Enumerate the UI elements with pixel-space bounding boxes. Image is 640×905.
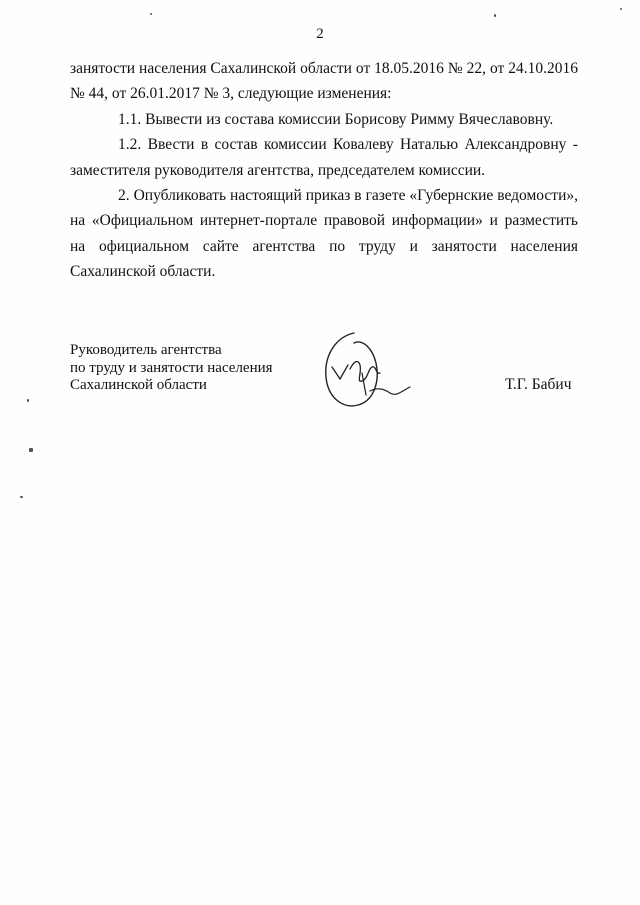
signatory-title-line: по труду и занятости населения xyxy=(70,359,273,376)
scan-speck xyxy=(150,13,152,15)
scan-speck xyxy=(29,448,33,452)
paragraph-item-1-2: 1.2. Ввести в состав комиссии Ковалеву Наталью Александровну - заместителя руководителя агентства, председателем комиссии. xyxy=(70,136,578,179)
signatory-name: Т.Г. Бабич xyxy=(505,376,572,393)
scan-speck xyxy=(620,8,622,10)
paragraph-item-2: 2. Опубликовать настоящий приказ в газете «Губернские ведомости», на «Официальном интернет-портале правовой информации» и разместить на официальном сайте агентства по труду и занятости населения Сахалинской области. xyxy=(70,187,578,281)
scan-speck xyxy=(27,399,29,402)
handwritten-signature xyxy=(318,325,418,415)
paragraph-item-1-1: 1.1. Вывести из состава комиссии Борисову Римму Вячеславовну. xyxy=(118,110,554,128)
scan-speck xyxy=(20,496,23,498)
signatory-title-line: Сахалинской области xyxy=(70,377,207,393)
scan-speck xyxy=(494,14,496,17)
signatory-title-line: Руководитель агентства xyxy=(70,342,222,358)
signatory-title xyxy=(70,342,273,395)
paragraph-intro: занятости населения Сахалинской области от 18.05.2016 № 22, от 24.10.2016 № 44, от 26.01.2017 № 3, следующие изменения: xyxy=(70,60,578,103)
document-body xyxy=(70,56,578,285)
page-number: 2 xyxy=(316,26,324,42)
